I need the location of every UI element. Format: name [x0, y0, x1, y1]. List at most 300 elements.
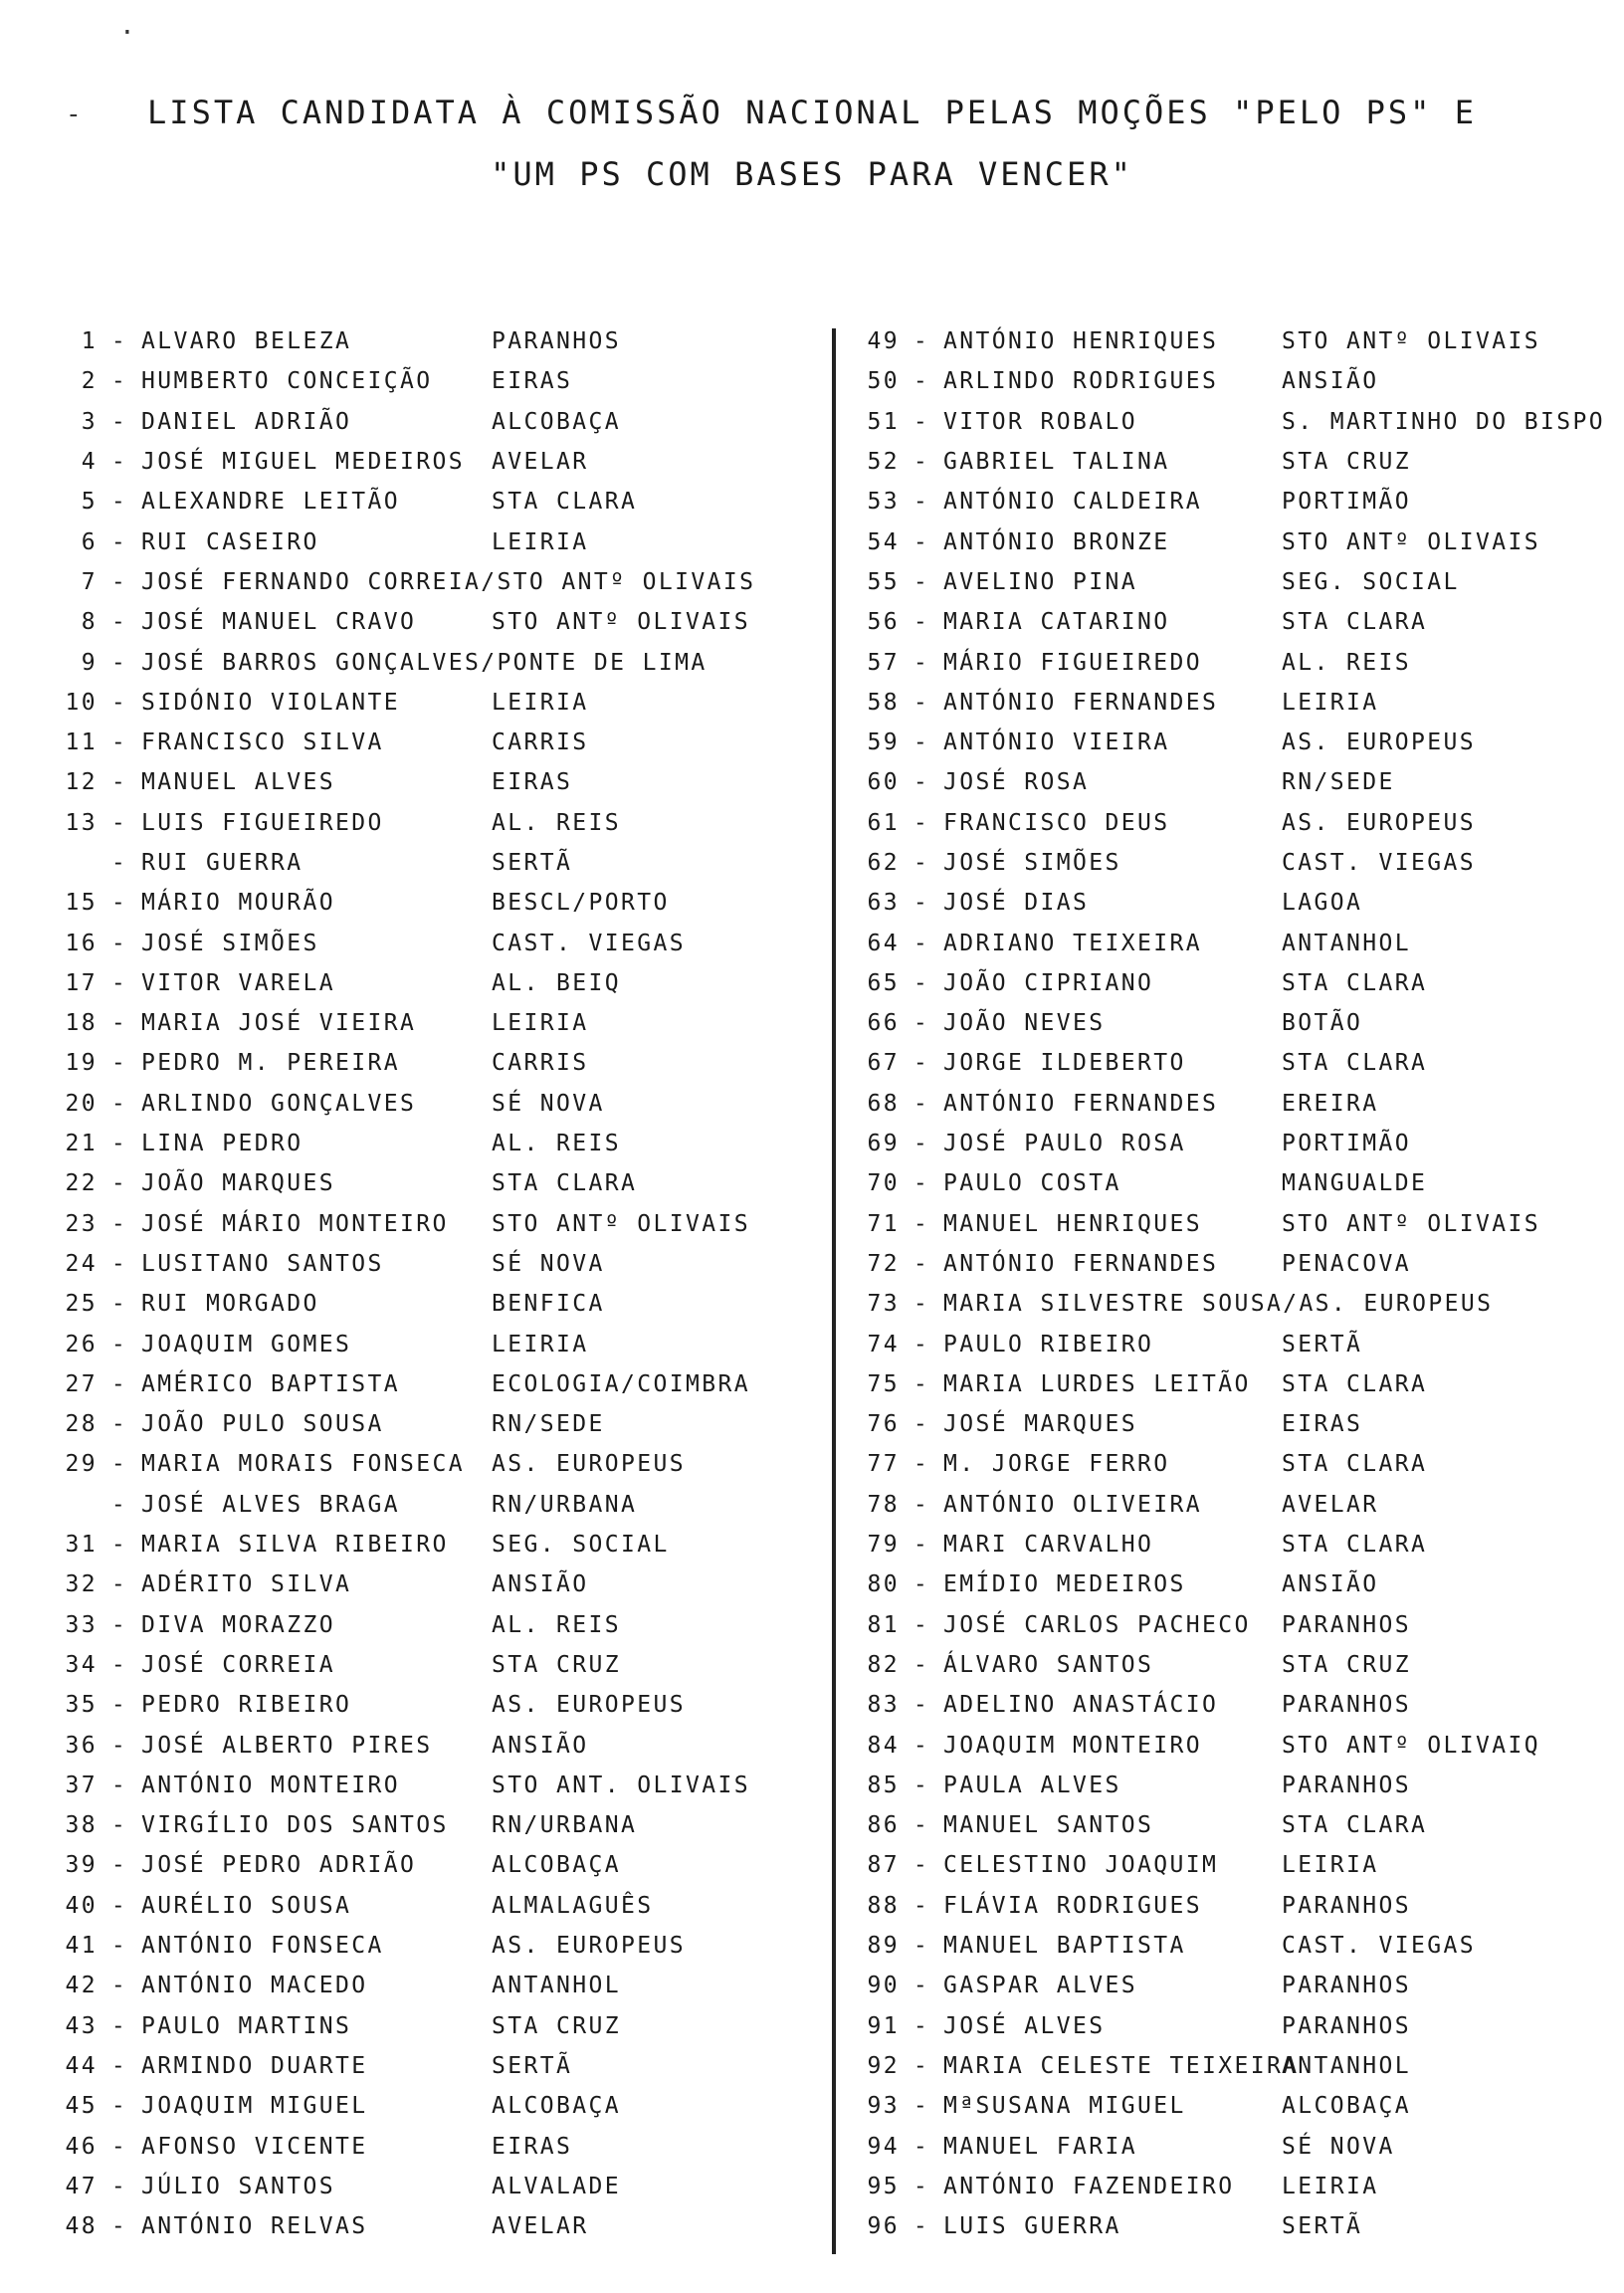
candidate-location: BENFICA — [492, 1291, 605, 1318]
separator-dash: - — [110, 1090, 128, 1117]
candidate-number: 54 — [867, 528, 900, 555]
candidate-number: 15 — [65, 890, 98, 917]
candidate-number: 22 — [65, 1170, 98, 1197]
candidate-name: GASPAR ALVES — [943, 1973, 1137, 1999]
candidate-location: STA CLARA — [1282, 1812, 1428, 1839]
candidate-location: PARANHOS — [1282, 2012, 1411, 2039]
candidate-number: 62 — [867, 850, 900, 876]
separator-dash: - — [110, 489, 128, 516]
candidate-number: 73 — [867, 1291, 900, 1318]
candidate-number: 85 — [867, 1772, 900, 1798]
candidate-location: STA CLARA — [1282, 969, 1428, 996]
candidate-location: CAST. VIEGAS — [1282, 850, 1476, 876]
candidate-row — [52, 482, 848, 521]
candidate-name: CELESTINO JOAQUIM — [943, 1852, 1219, 1879]
candidate-row — [854, 1645, 1624, 1685]
candidate-row — [854, 2167, 1624, 2206]
candidate-name: ANTÓNIO FERNANDES — [943, 689, 1219, 716]
candidate-name: ANTÓNIO MACEDO — [141, 1973, 368, 1999]
separator-dash: - — [913, 368, 930, 395]
candidate-name: JOÃO MARQUES — [141, 1170, 335, 1197]
candidate-number: 89 — [867, 1933, 900, 1960]
candidate-location: AS. EUROPEUS — [492, 1692, 686, 1719]
candidate-name: LUSITANO SANTOS — [141, 1250, 384, 1277]
candidate-name: JOÃO PULO SOUSA — [141, 1411, 384, 1438]
candidate-number: 75 — [867, 1370, 900, 1397]
candidate-row — [854, 1084, 1624, 1124]
candidate-number: 5 — [81, 489, 98, 516]
candidate-number: 91 — [867, 2012, 900, 2039]
separator-dash: - — [110, 2012, 128, 2039]
candidate-name: AURÉLIO SOUSA — [141, 1892, 352, 1919]
candidate-row — [854, 2005, 1624, 2045]
candidate-row — [854, 482, 1624, 521]
candidate-row — [52, 361, 848, 401]
candidate-row — [854, 402, 1624, 442]
candidate-location: LEIRIA — [492, 689, 589, 716]
candidate-row — [52, 602, 848, 642]
candidate-name: JOSÉ SIMÕES — [943, 850, 1121, 876]
separator-dash: - — [913, 1370, 930, 1397]
candidate-location: PARANHOS — [492, 328, 621, 355]
candidate-name: DANIEL ADRIÃO — [141, 408, 352, 435]
candidate-number: 41 — [65, 1933, 98, 1960]
candidate-location: AVELAR — [492, 449, 589, 476]
separator-dash: - — [110, 1291, 128, 1318]
candidate-location: AVELAR — [1282, 1491, 1379, 1518]
candidate-location: STA CLARA — [1282, 609, 1428, 636]
candidate-row — [52, 1364, 848, 1404]
candidate-number: 8 — [81, 609, 98, 636]
separator-dash: - — [913, 1491, 930, 1518]
candidate-row — [52, 723, 848, 762]
candidate-location: RN/URBANA — [492, 1491, 638, 1518]
candidate-location: SÉ NOVA — [492, 1250, 605, 1277]
separator-dash: - — [110, 1571, 128, 1598]
candidate-location: LEIRIA — [492, 1010, 589, 1037]
candidate-location: ANTANHOL — [1282, 930, 1411, 956]
candidate-name: LUIS FIGUEIREDO — [141, 809, 384, 836]
candidate-name: ANTÓNIO MONTEIRO — [141, 1772, 400, 1798]
candidate-name: RUI CASEIRO — [141, 528, 319, 555]
separator-dash: - — [913, 1250, 930, 1277]
candidate-name: PEDRO M. PEREIRA — [141, 1050, 400, 1077]
separator-dash: - — [913, 489, 930, 516]
candidate-name: MANUEL HENRIQUES — [943, 1210, 1202, 1237]
candidate-row — [52, 1845, 848, 1885]
separator-dash: - — [913, 2173, 930, 2199]
separator-dash: - — [110, 1331, 128, 1357]
candidate-row — [52, 1163, 848, 1203]
candidate-location: PORTIMÃO — [1282, 1131, 1411, 1157]
candidate-location: EIRAS — [1282, 1411, 1363, 1438]
candidate-location: AL. REIS — [1282, 649, 1411, 676]
candidate-location: STO ANTº OLIVAIS — [1282, 1210, 1540, 1237]
candidate-name: ANTÓNIO OLIVEIRA — [943, 1491, 1202, 1518]
candidate-name: SIDÓNIO VIOLANTE — [141, 689, 400, 716]
separator-dash: - — [110, 1210, 128, 1237]
separator-dash: - — [110, 1772, 128, 1798]
document-subtitle: "UM PS COM BASES PARA VENCER" — [491, 155, 1133, 193]
candidate-location: ALMALAGUÊS — [492, 1892, 654, 1919]
candidate-location: STA CRUZ — [492, 1651, 621, 1678]
candidate-location: ALCOBAÇA — [1282, 2093, 1411, 2120]
candidate-location: STA CLARA — [492, 489, 638, 516]
separator-dash: - — [913, 2012, 930, 2039]
candidate-number: 76 — [867, 1411, 900, 1438]
candidate-name: ANTÓNIO CALDEIRA — [943, 489, 1202, 516]
candidate-number: 40 — [65, 1892, 98, 1919]
candidate-name: DIVA MORAZZO — [141, 1611, 335, 1638]
separator-dash: - — [913, 730, 930, 756]
separator-dash: - — [110, 850, 128, 876]
separator-dash: - — [913, 1532, 930, 1559]
candidate-number: 53 — [867, 489, 900, 516]
candidate-number: 82 — [867, 1651, 900, 1678]
separator-dash: - — [913, 649, 930, 676]
candidate-number: 47 — [65, 2173, 98, 2199]
candidate-name: JOSÉ CORREIA — [141, 1651, 335, 1678]
candidate-name: JOSÉ ROSA — [943, 769, 1090, 796]
separator-dash: - — [913, 930, 930, 956]
candidate-name: ALVARO BELEZA — [141, 328, 352, 355]
separator-dash: - — [913, 1973, 930, 1999]
candidate-location: SEG. SOCIAL — [1282, 568, 1460, 595]
candidate-number: 9 — [81, 649, 98, 676]
candidate-location: RN/URBANA — [492, 1812, 638, 1839]
candidate-name: HUMBERTO CONCEIÇÃO — [141, 368, 433, 395]
candidate-number: 36 — [65, 1732, 98, 1759]
candidate-location: CARRIS — [492, 1050, 589, 1077]
candidate-row — [854, 1725, 1624, 1765]
candidate-number: 57 — [867, 649, 900, 676]
candidate-row — [854, 1444, 1624, 1484]
candidate-number: 67 — [867, 1050, 900, 1077]
candidate-row — [854, 1124, 1624, 1163]
candidate-number: 43 — [65, 2012, 98, 2039]
candidate-number: 60 — [867, 769, 900, 796]
candidate-row — [52, 1645, 848, 1685]
candidate-name: ANTÓNIO RELVAS — [141, 2213, 368, 2240]
candidate-location: SERTÃ — [492, 850, 573, 876]
separator-dash: - — [110, 1170, 128, 1197]
separator-dash: - — [110, 1651, 128, 1678]
separator-dash: - — [110, 1131, 128, 1157]
candidate-number: 48 — [65, 2213, 98, 2240]
candidate-number: 83 — [867, 1692, 900, 1719]
candidate-location: LAGOA — [1282, 890, 1363, 917]
candidate-location: PARANHOS — [1282, 1973, 1411, 1999]
candidate-number: 92 — [867, 2052, 900, 2079]
candidate-number: 4 — [81, 449, 98, 476]
candidate-name: JOSÉ FERNANDO CORREIA/STO ANTº OLIVAIS — [141, 568, 756, 595]
candidate-name: MANUEL FARIA — [943, 2133, 1137, 2160]
candidate-number: 1 — [81, 328, 98, 355]
candidate-number: 16 — [65, 930, 98, 956]
candidate-number: 88 — [867, 1892, 900, 1919]
candidate-name: JOSÉ PEDRO ADRIÃO — [141, 1852, 417, 1879]
candidate-row — [854, 361, 1624, 401]
candidate-location: CAST. VIEGAS — [1282, 1933, 1476, 1960]
candidate-number: 78 — [867, 1491, 900, 1518]
candidate-row — [854, 1284, 1624, 1324]
candidate-row — [854, 2086, 1624, 2126]
candidate-number: 80 — [867, 1571, 900, 1598]
separator-dash: - — [913, 2133, 930, 2160]
candidate-row — [854, 683, 1624, 723]
candidate-location: ANTANHOL — [492, 1973, 621, 1999]
candidate-number: 45 — [65, 2093, 98, 2120]
separator-dash: - — [913, 1772, 930, 1798]
candidate-number: 38 — [65, 1812, 98, 1839]
separator-dash: - — [913, 1090, 930, 1117]
candidate-row — [854, 1003, 1624, 1043]
separator-dash: - — [110, 568, 128, 595]
candidate-location: STA CLARA — [1282, 1451, 1428, 1478]
separator-dash: - — [110, 649, 128, 676]
candidate-name: JOÃO NEVES — [943, 1010, 1106, 1037]
candidate-name: MANUEL ALVES — [141, 769, 335, 796]
candidate-name: PAULO MARTINS — [141, 2012, 352, 2039]
candidate-location: ALCOBAÇA — [492, 2093, 621, 2120]
candidate-row — [52, 1284, 848, 1324]
candidate-location: BESCL/PORTO — [492, 890, 670, 917]
separator-dash: - — [110, 449, 128, 476]
separator-dash: - — [110, 2093, 128, 2120]
candidate-row — [52, 843, 848, 883]
separator-dash: - — [913, 1933, 930, 1960]
candidate-number: 93 — [867, 2093, 900, 2120]
candidate-number: 84 — [867, 1732, 900, 1759]
candidate-row — [854, 1043, 1624, 1083]
candidate-number: 96 — [867, 2213, 900, 2240]
candidate-name: PAULO RIBEIRO — [943, 1331, 1154, 1357]
separator-dash: - — [913, 890, 930, 917]
separator-dash: - — [110, 368, 128, 395]
candidate-name: PAULO COSTA — [943, 1170, 1121, 1197]
candidate-location: LEIRIA — [1282, 2173, 1379, 2199]
candidate-location: LEIRIA — [492, 528, 589, 555]
candidate-name: JOSÉ PAULO ROSA — [943, 1131, 1186, 1157]
candidate-location: STO ANT. OLIVAIS — [492, 1772, 750, 1798]
separator-dash: - — [110, 1370, 128, 1397]
candidate-name: JOSÉ BARROS GONÇALVES/PONTE DE LIMA — [141, 649, 708, 676]
candidate-number: 32 — [65, 1571, 98, 1598]
separator-dash: - — [913, 1692, 930, 1719]
separator-dash: - — [913, 2213, 930, 2240]
candidate-number: 59 — [867, 730, 900, 756]
separator-dash: - — [110, 609, 128, 636]
separator-dash: - — [110, 2213, 128, 2240]
candidate-location: EREIRA — [1282, 1090, 1379, 1117]
candidate-number: 37 — [65, 1772, 98, 1798]
candidate-name: FLÁVIA RODRIGUES — [943, 1892, 1202, 1919]
candidate-number: 33 — [65, 1611, 98, 1638]
candidate-name: JOSÉ ALVES BRAGA — [141, 1491, 400, 1518]
candidate-location: SERTÃ — [492, 2052, 573, 2079]
candidate-location: BOTÃO — [1282, 1010, 1363, 1037]
candidate-number: 52 — [867, 449, 900, 476]
candidate-name: JORGE ILDEBERTO — [943, 1050, 1186, 1077]
candidate-location: SERTÃ — [1282, 2213, 1363, 2240]
candidate-name: ADÉRITO SILVA — [141, 1571, 352, 1598]
candidate-number: 28 — [65, 1411, 98, 1438]
candidate-row — [854, 642, 1624, 682]
separator-dash: - — [110, 1812, 128, 1839]
candidate-name: JOSÉ CARLOS PACHECO — [943, 1611, 1251, 1638]
candidate-name: ALEXANDRE LEITÃO — [141, 489, 400, 516]
candidate-row — [52, 321, 848, 361]
candidate-row — [854, 1845, 1624, 1885]
separator-dash: - — [110, 1933, 128, 1960]
candidate-number: 55 — [867, 568, 900, 595]
candidate-number: 51 — [867, 408, 900, 435]
candidate-row — [854, 843, 1624, 883]
candidate-number: 66 — [867, 1010, 900, 1037]
candidate-location: AS. EUROPEUS — [1282, 809, 1476, 836]
candidate-location: SÉ NOVA — [492, 1090, 605, 1117]
candidate-number: 77 — [867, 1451, 900, 1478]
candidate-number: 56 — [867, 609, 900, 636]
separator-dash: - — [110, 2173, 128, 2199]
candidate-name: FRANCISCO DEUS — [943, 809, 1170, 836]
candidate-name: JOSÉ ALVES — [943, 2012, 1106, 2039]
separator-dash: - — [913, 769, 930, 796]
candidate-row — [854, 803, 1624, 843]
candidate-row — [52, 1725, 848, 1765]
candidate-number: 74 — [867, 1331, 900, 1357]
candidate-location: STA CRUZ — [492, 2012, 621, 2039]
candidate-name: ARMINDO DUARTE — [141, 2052, 368, 2079]
candidate-name: JOSÉ MARQUES — [943, 1411, 1137, 1438]
separator-dash: - — [110, 769, 128, 796]
candidate-location: STA CRUZ — [1282, 1651, 1411, 1678]
candidate-location: S. MARTINHO DO BISPO — [1282, 408, 1605, 435]
separator-dash: - — [913, 328, 930, 355]
candidate-name: JOSÉ MIGUEL MEDEIROS — [141, 449, 465, 476]
candidate-name: JOÃO CIPRIANO — [943, 969, 1154, 996]
separator-dash: - — [913, 2052, 930, 2079]
separator-dash: - — [110, 809, 128, 836]
separator-dash: - — [913, 1892, 930, 1919]
candidate-number: 65 — [867, 969, 900, 996]
candidate-row — [52, 1003, 848, 1043]
candidate-number: 10 — [65, 689, 98, 716]
candidate-row — [52, 1926, 848, 1966]
candidate-name: MARIA SILVESTRE SOUSA/AS. EUROPEUS — [943, 1291, 1494, 1318]
candidate-location: STA CLARA — [1282, 1370, 1428, 1397]
candidate-location: STO ANTº OLIVAIS — [492, 1210, 750, 1237]
separator-dash: - — [913, 1732, 930, 1759]
candidate-row — [52, 2126, 848, 2166]
separator-dash: - — [110, 1532, 128, 1559]
separator-dash: - — [913, 568, 930, 595]
separator-dash: - — [110, 1732, 128, 1759]
candidate-number: 86 — [867, 1812, 900, 1839]
candidate-row — [854, 1525, 1624, 1564]
candidate-number: 18 — [65, 1010, 98, 1037]
candidate-row — [52, 642, 848, 682]
candidate-location: STA CRUZ — [1282, 449, 1411, 476]
candidate-row — [52, 1564, 848, 1604]
candidate-name: MARIA SILVA RIBEIRO — [141, 1532, 449, 1559]
candidate-location: EIRAS — [492, 2133, 573, 2160]
candidate-number: 50 — [867, 368, 900, 395]
separator-dash: - — [110, 730, 128, 756]
separator-dash: - — [110, 1973, 128, 1999]
candidate-location: RN/SEDE — [492, 1411, 605, 1438]
separator-dash: - — [110, 2133, 128, 2160]
candidate-row — [854, 762, 1624, 802]
candidate-number: 34 — [65, 1651, 98, 1678]
candidate-row — [52, 402, 848, 442]
candidate-location: EIRAS — [492, 769, 573, 796]
candidate-name: MARIA CATARINO — [943, 609, 1170, 636]
candidate-name: VITOR ROBALO — [943, 408, 1137, 435]
candidate-number: 12 — [65, 769, 98, 796]
separator-dash: - — [110, 2052, 128, 2079]
separator-dash: - — [913, 1010, 930, 1037]
separator-dash: - — [913, 1611, 930, 1638]
candidate-number: 42 — [65, 1973, 98, 1999]
candidate-list-left — [52, 321, 848, 2246]
candidate-location: ANTANHOL — [1282, 2052, 1411, 2079]
candidate-number: 31 — [65, 1532, 98, 1559]
separator-dash: - — [110, 890, 128, 917]
candidate-location: STA CLARA — [1282, 1050, 1428, 1077]
candidate-number: 70 — [867, 1170, 900, 1197]
candidate-row — [854, 1966, 1624, 2005]
candidate-row — [52, 762, 848, 802]
separator-dash: - — [913, 2093, 930, 2120]
candidate-number: 27 — [65, 1370, 98, 1397]
candidate-number: 29 — [65, 1451, 98, 1478]
candidate-row — [854, 1564, 1624, 1604]
separator-dash: - — [913, 1210, 930, 1237]
separator-dash: - — [913, 969, 930, 996]
candidate-location: ALCOBAÇA — [492, 1852, 621, 1879]
candidate-name: ARLINDO RODRIGUES — [943, 368, 1219, 395]
separator-dash: - — [110, 328, 128, 355]
candidate-number: 68 — [867, 1090, 900, 1117]
candidate-name: ADELINO ANASTÁCIO — [943, 1692, 1219, 1719]
separator-dash: - — [913, 1651, 930, 1678]
candidate-row — [854, 1244, 1624, 1284]
candidate-row — [52, 2086, 848, 2126]
candidate-number: 69 — [867, 1131, 900, 1157]
candidate-location: STO ANTº OLIVAIS — [492, 609, 750, 636]
candidate-number: 2 — [81, 368, 98, 395]
candidate-name: MARIA CELESTE TEIXEIRA — [943, 2052, 1300, 2079]
candidate-number: 25 — [65, 1291, 98, 1318]
separator-dash: - — [913, 1411, 930, 1438]
column-divider — [832, 328, 836, 2254]
candidate-name: MÁRIO MOURÃO — [141, 890, 335, 917]
candidate-location: PARANHOS — [1282, 1772, 1411, 1798]
candidate-row — [854, 1485, 1624, 1525]
candidate-location: PARANHOS — [1282, 1611, 1411, 1638]
candidate-row — [854, 1766, 1624, 1805]
separator-dash: - — [913, 1812, 930, 1839]
separator-dash: - — [913, 1131, 930, 1157]
candidate-number: 3 — [81, 408, 98, 435]
candidate-location: AL. REIS — [492, 1611, 621, 1638]
candidate-name: PEDRO RIBEIRO — [141, 1692, 352, 1719]
candidate-name: MARI CARVALHO — [943, 1532, 1154, 1559]
separator-dash: - — [913, 1331, 930, 1357]
candidate-location: AS. EUROPEUS — [492, 1451, 686, 1478]
separator-dash: - — [110, 1692, 128, 1719]
